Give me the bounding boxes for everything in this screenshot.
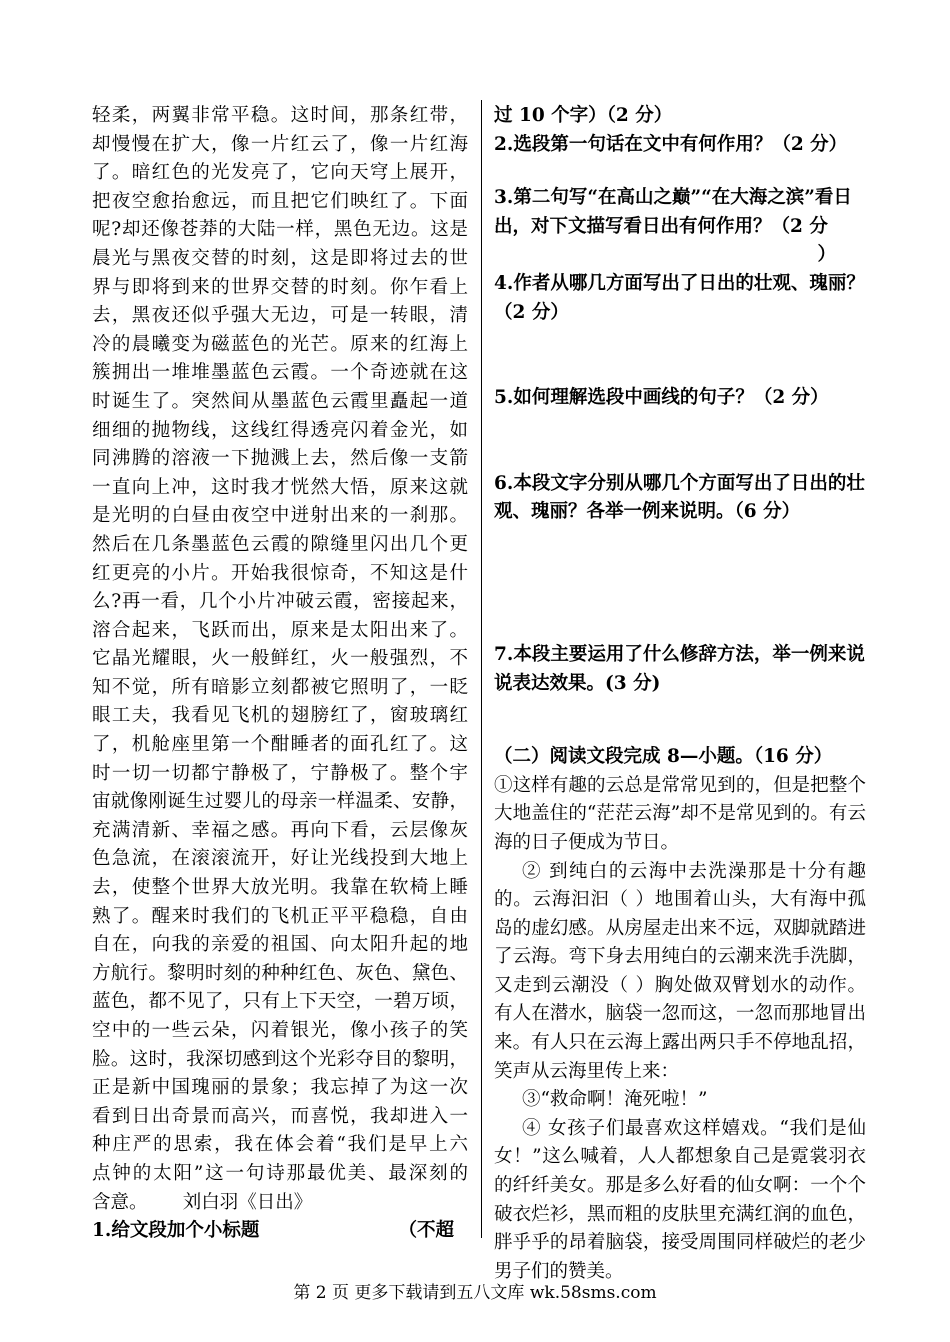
page-footer: 第 2 页 更多下载请到五八文库 wk.58sms.com — [293, 1283, 657, 1303]
right-column — [494, 102, 866, 1286]
passage-paragraph-2: ② 到纯白的云海中去洗澡那是十分有趣的。云海汩汩（ ）地围着山头，大有海中孤岛的虚幻感。从房屋走出来不远，双脚就踏进了云海。弯下身去用纯白的云潮来洗手洗脚，又走到云潮没（ ）胸处做双臂划水的动作。有人在潜水，脑袋一忽而这，一忽而那地冒出来。有人只在云海上露出两只手不停地乱招，笑声从云海里传上来： — [494, 860, 866, 1082]
passage-line: 蓝色，都不见了，只有上下天空，一碧万顷， — [92, 991, 468, 1013]
passage-line: 把夜空愈抬愈远，而且把它们映红了。下面 — [92, 190, 468, 212]
passage-line: 轻柔，两翼非常平稳。这时间，那条红带， — [92, 105, 468, 126]
left-column — [92, 102, 468, 1246]
passage-line: 方航行。黎明时刻的种种红色、灰色、黛色、 — [92, 962, 468, 984]
question-7: 7.本段主要运用了什么修辞方法，举一例来说说表达效果。(3 分) — [494, 643, 865, 694]
passage-line: 点钟的太阳”这一句诗那最优美、最深刻的 — [92, 1162, 468, 1184]
passage-line: 冷的晨曦变为磁蓝色的光芒。原来的红海上 — [92, 333, 468, 355]
passage-line: 色急流，在滚滚流开，好让光线投到大地上 — [92, 848, 468, 870]
passage-line: 种庄严的思索，我在体会着“我们是早上六 — [92, 1134, 468, 1156]
question-5: 5.如何理解选段中画线的句子？（2 分） — [494, 387, 829, 409]
passage-line: 簇拥出一堆堆墨蓝色云霞。一个奇迹就在这 — [92, 362, 468, 384]
passage-line: 去，黑夜还似乎强大无边，可是一转眼，清 — [92, 305, 468, 327]
question-1-text: 1.给文段加个小标题 — [92, 1220, 260, 1242]
question-1-continuation: 过 10 个字）（2 分） — [494, 105, 673, 126]
question-2: 2.选段第一句话在文中有何作用？（2 分） — [494, 133, 848, 155]
question-4: 4.作者从哪几方面写出了日出的壮观、瑰丽？（2 分） — [494, 272, 865, 323]
passage-line: 红更亮的小片。开始我很惊奇，不知这是什 — [92, 562, 468, 584]
passage-line: 时诞生了。突然间从墨蓝色云霞里矗起一道 — [92, 390, 468, 412]
passage-line: 细细的抛物线，这线红得透亮闪着金光，如 — [92, 419, 468, 441]
passage-line: 晨光与黑夜交替的时刻，这是即将过去的世 — [92, 247, 468, 269]
passage-paragraph-1: ①这样有趣的云总是常常见到的，但是把整个大地盖住的“茫茫云海”却不是常见到的。有云海的日子便成为节日。 — [494, 774, 866, 853]
passage-line: 呢?却还像苍莽的大陆一样，黑色无边。这是 — [92, 219, 468, 241]
passage-line: 空中的一些云朵，闪着银光，像小孩子的笑 — [92, 1020, 468, 1041]
passage-line: 时一切一切都宁静极了，宁静极了。整个宇 — [92, 762, 468, 784]
question-3: 3.第二句写“在高山之巅”“在大海之滨”看日出，对下文描写看日出有何作用？（2 分 — [494, 187, 852, 237]
passage-line: 界与即将到来的世界交替的时刻。你乍看上 — [92, 276, 468, 298]
question-1 — [92, 1217, 468, 1246]
passage-line: 眼工夫，我看见飞机的翅膀红了，窗玻璃红 — [92, 705, 468, 727]
passage-line: 同沸腾的溶液一下抛溅上去，然后像一支箭 — [92, 448, 468, 470]
passage-line: 知不觉，所有暗影立刻都被它照明了，一眨 — [92, 676, 468, 698]
passage-source-line: 含意。 刘白羽《日出》 — [92, 1191, 313, 1213]
passage-line: 它晶光耀眼，火一般鲜红，火一般强烈，不 — [92, 648, 468, 670]
passage-line: 么?再一看，几个小片冲破云霞，密接起来， — [92, 591, 468, 613]
question-3-paren: ） — [817, 244, 836, 266]
question-1-limit: （不超 — [398, 1220, 454, 1242]
passage-line: 充满清新、幸福之感。再向下看，云层像灰 — [92, 819, 468, 841]
passage-line: 正是新中国瑰丽的景象；我忘掉了为这一次 — [92, 1077, 468, 1099]
passage-line: 了。暗红色的光发亮了，它向天穹上展开， — [92, 162, 468, 184]
passage-paragraph-4: ④ 女孩子们最喜欢这样嬉戏。“我们是仙女！”这么喊着，人人都想象自己是霓裳羽衣的纤纤美女。那是多么好看的仙女啊：一个个破衣烂衫，黑而粗的皮肤里充满红润的血色，胖乎乎的昂着脑袋，接受周围同样破烂的老少男子们的赞美。 — [494, 1117, 866, 1282]
column-divider — [481, 100, 482, 1238]
passage-line: 脸。这时，我深切感到这个光彩夺目的黎明， — [92, 1048, 468, 1070]
passage-line: 是光明的白昼由夜空中迸射出来的一刹那。 — [92, 505, 468, 527]
passage-line: 了，机舱座里第一个酣睡者的面孔红了。这 — [92, 734, 468, 756]
passage-line: 看到日出奇景而高兴，而喜悦，我却进入一 — [92, 1105, 468, 1127]
passage-line: 溶合起来，飞跃而出，原来是太阳出来了。 — [92, 619, 468, 641]
passage-paragraph-3: ③“救命啊！淹死啦！” — [522, 1089, 708, 1111]
passage-line: 自在，向我的亲爱的祖国、向太阳升起的地 — [92, 934, 468, 956]
passage-line: 宙就像刚诞生过婴儿的母亲一样温柔、安静， — [92, 791, 468, 813]
question-6: 6.本段文字分别从哪几个方面写出了日出的壮观、瑰丽？各举一例来说明。（6 分） — [494, 472, 865, 523]
passage-line: 熟了。醒来时我们的飞机正平平稳稳，自由 — [92, 905, 468, 927]
passage-line: 却慢慢在扩大，像一片红云了，像一片红海 — [92, 133, 468, 155]
section-2-heading: （二）阅读文段完成 8—小题。（16 分） — [494, 746, 833, 768]
passage-line: 去，使整个世界大放光明。我靠在软椅上睡 — [92, 877, 468, 899]
passage-line: 一直向上冲，这时我才恍然大悟，原来这就 — [92, 476, 468, 498]
passage-line: 然后在几条墨蓝色云霞的隙缝里闪出几个更 — [92, 533, 468, 555]
